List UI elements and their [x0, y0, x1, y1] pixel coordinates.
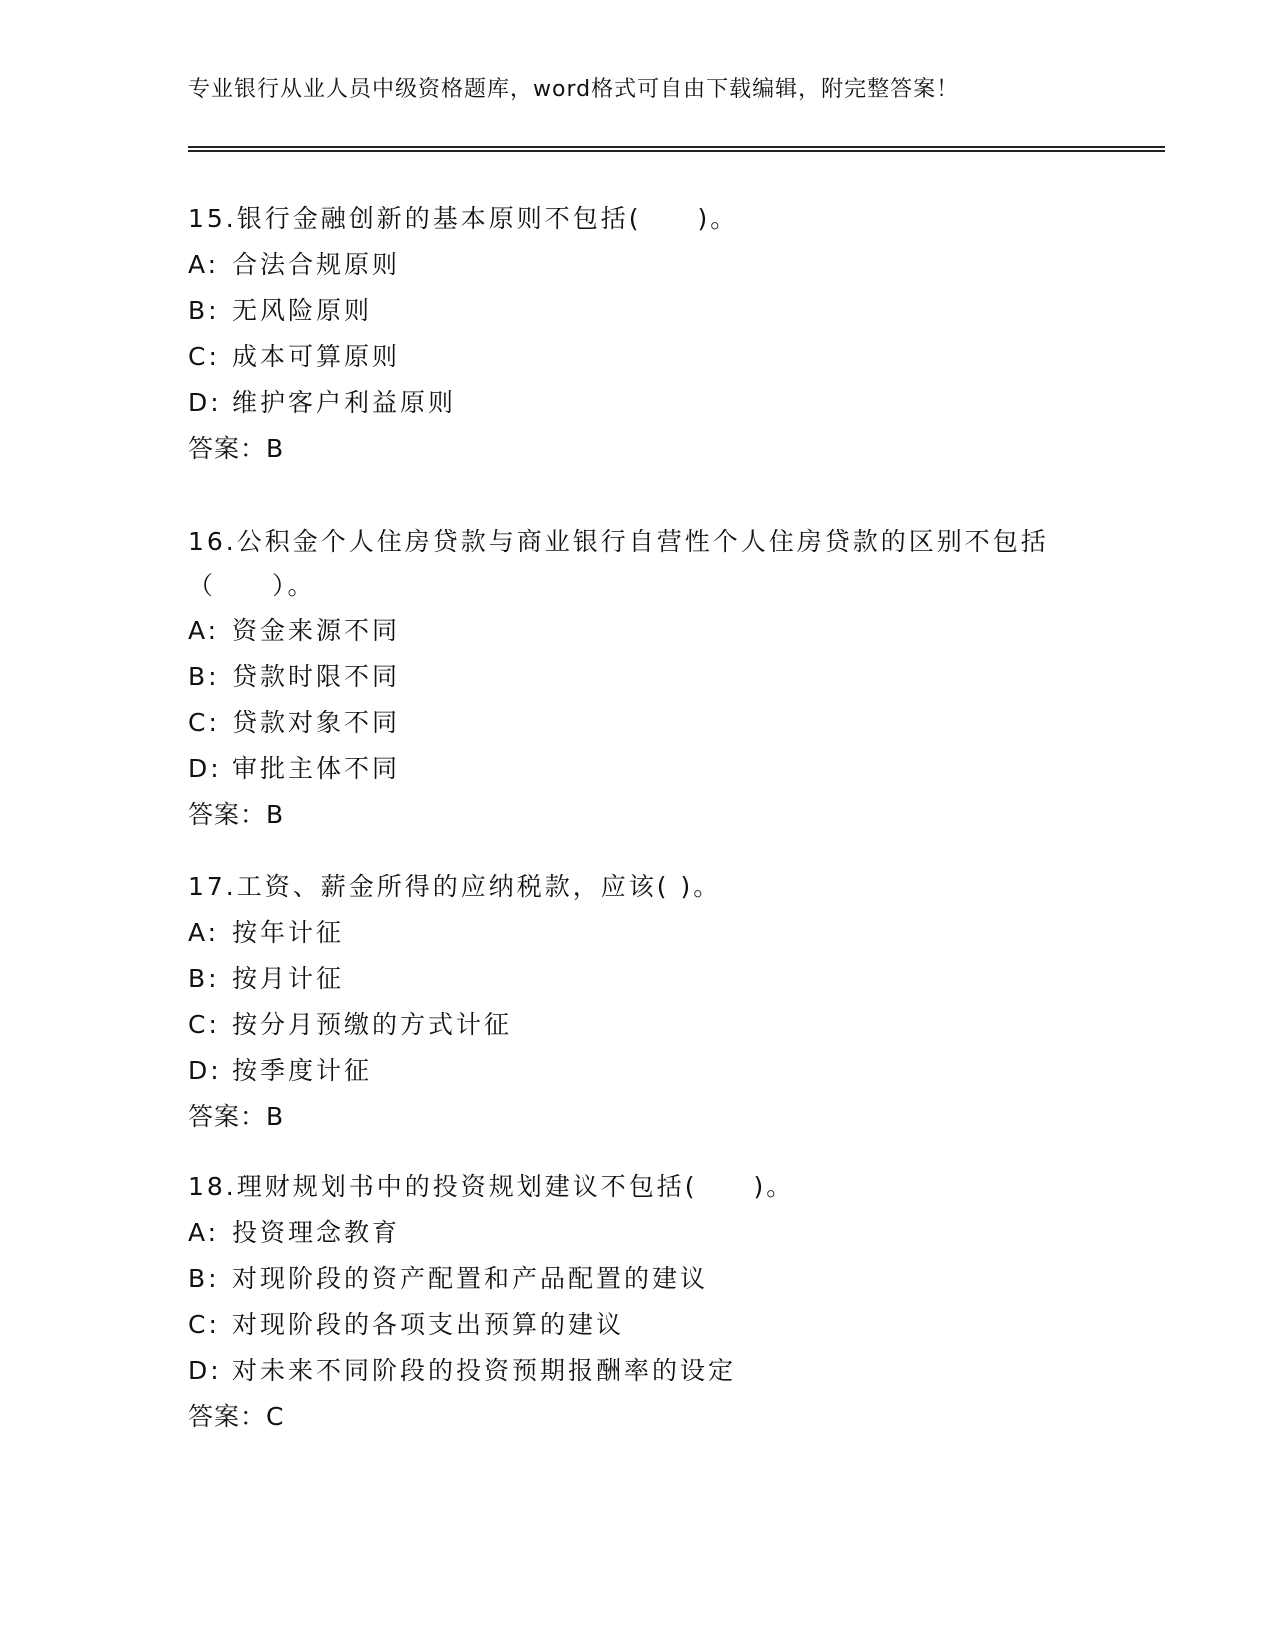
question-stem: 17.工资、薪金所得的应纳税款，应该( )。: [188, 872, 722, 901]
option-key: D:: [188, 1056, 222, 1085]
option-key: C:: [188, 1010, 220, 1039]
option-text: 投资理念教育: [232, 1218, 401, 1247]
option-key: A:: [188, 250, 220, 279]
option-d: [188, 1348, 1138, 1394]
answer-line: 答案：B: [188, 434, 285, 463]
question-18: [188, 1164, 1138, 1440]
answer-line: 答案：B: [188, 800, 285, 829]
option-text: 合法合规原则: [232, 250, 401, 279]
option-text: 贷款对象不同: [232, 708, 401, 737]
option-key: A:: [188, 616, 220, 645]
option-b: [188, 654, 1138, 700]
question-stem: 18.理财规划书中的投资规划建议不包括( )。: [188, 1172, 795, 1201]
option-c: [188, 334, 1138, 380]
option-key: A:: [188, 918, 220, 947]
option-a: [188, 608, 1138, 654]
option-c: [188, 700, 1138, 746]
option-text: 对未来不同阶段的投资预期报酬率的设定: [232, 1356, 737, 1385]
option-text: 按年计征: [232, 918, 345, 947]
question-15: [188, 196, 1138, 472]
option-d: [188, 746, 1138, 792]
option-c: [188, 1302, 1138, 1348]
header-divider: [188, 146, 1165, 152]
option-text: 资金来源不同: [232, 616, 401, 645]
option-text: 对现阶段的各项支出预算的建议: [232, 1310, 625, 1339]
option-key: B:: [188, 662, 220, 691]
option-key: C:: [188, 1310, 220, 1339]
option-c: [188, 1002, 1138, 1048]
option-key: B:: [188, 296, 220, 325]
answer-line: 答案：C: [188, 1402, 285, 1431]
question-16: [188, 520, 1138, 838]
option-a: [188, 910, 1138, 956]
option-text: 按分月预缴的方式计征: [232, 1010, 513, 1039]
question-stem: 15.银行金融创新的基本原则不包括( )。: [188, 204, 739, 233]
option-text: 成本可算原则: [232, 342, 401, 371]
option-text: 对现阶段的资产配置和产品配置的建议: [232, 1264, 709, 1293]
option-key: A:: [188, 1218, 220, 1247]
option-b: [188, 1256, 1138, 1302]
option-d: [188, 380, 1138, 426]
option-key: D:: [188, 1356, 222, 1385]
option-text: 维护客户利益原则: [232, 388, 457, 417]
option-b: [188, 288, 1138, 334]
option-text: 按月计征: [232, 964, 345, 993]
option-text: 贷款时限不同: [232, 662, 401, 691]
option-text: 审批主体不同: [232, 754, 401, 783]
option-key: D:: [188, 388, 222, 417]
option-key: C:: [188, 342, 220, 371]
option-key: D:: [188, 754, 222, 783]
option-key: B:: [188, 964, 220, 993]
option-a: [188, 242, 1138, 288]
option-text: 无风险原则: [232, 296, 373, 325]
option-key: C:: [188, 708, 220, 737]
question-17: [188, 864, 1138, 1140]
option-key: B:: [188, 1264, 220, 1293]
question-stem: 16.公积金个人住房贷款与商业银行自营性个人住房贷款的区别不包括（ ）。: [188, 527, 1049, 600]
page-header: 专业银行从业人员中级资格题库，word格式可自由下载编辑，附完整答案！: [188, 77, 960, 102]
option-b: [188, 956, 1138, 1002]
answer-line: 答案：B: [188, 1102, 285, 1131]
option-text: 按季度计征: [232, 1056, 373, 1085]
option-d: [188, 1048, 1138, 1094]
option-a: [188, 1210, 1138, 1256]
